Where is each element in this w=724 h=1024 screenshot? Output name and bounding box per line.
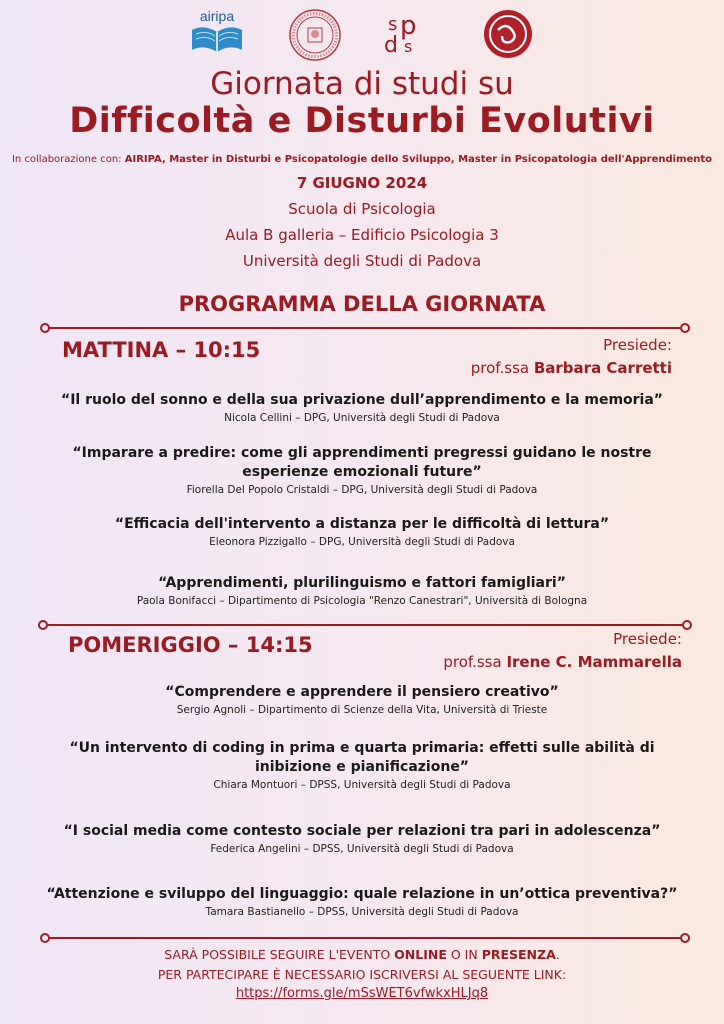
talk-title: “Efficacia dell'intervento a distanza per le difficoltà di lettura” [114,516,610,532]
logo-bar [0,8,724,60]
afternoon-chair [443,630,682,671]
footer-line-1 [0,947,724,962]
morning-session-label: MATTINA – 10:15 [62,338,261,362]
morning-chair-name: Barbara Carretti [533,359,672,377]
divider-afternoon [48,624,682,626]
venue-university: Università degli Studi di Padova [242,252,482,270]
svg-text:p: p [400,11,417,41]
title-line-1: Giornata di studi su [210,66,514,102]
morning-presiede-label: Presiede: [603,336,672,354]
talk-author: Federica Angelini – DPSS, Università degli Studi di Padova [210,843,514,855]
talk-author: Chiara Montuori – DPSS, Università degli Studi di Padova [213,779,511,791]
talk-item [30,822,694,855]
talk-item [30,683,694,716]
emblem-icon [482,8,534,60]
seal-icon [288,8,342,62]
collab-prefix: In collaborazione con: [11,154,125,165]
talk-author: Tamara Bastianello – DPSS, Università degli Studi di Padova [205,906,519,918]
footer-text-c: O IN [446,947,482,962]
program-title: PROGRAMMA DELLA GIORNATA [178,292,546,316]
talk-author: Paola Bonifacci – Dipartimento di Psicologia "Renzo Canestrari", Università di Bologna [136,595,588,607]
footer-text-e: . [555,947,560,962]
morning-chair-prefix: prof.ssa [470,359,534,377]
venue-school: Scuola di Psicologia [288,200,436,218]
dpss-logo [384,8,434,58]
divider-morning [50,327,680,329]
afternoon-chair-prefix: prof.ssa [443,653,507,671]
talk-item [30,444,694,496]
footer-online: ONLINE [394,947,447,962]
talk-author: Nicola Cellini – DPG, Università degli Studi di Padova [224,412,500,424]
divider-footer [50,937,680,939]
morning-chair [471,336,672,377]
talk-title: “Imparare a predire: come gli apprendimenti pregressi guidano le nostre esperienze emozionali future” [72,445,652,480]
university-seal-logo [288,8,342,62]
talk-author: Fiorella Del Popolo Cristaldi – DPG, Università degli Studi di Padova [186,484,538,496]
footer-line-2: PER PARTECIPARE È NECESSARIO ISCRIVERSI AL SEGUENTE LINK: [157,967,567,982]
talk-item [30,739,694,791]
airipa-logo-text: airipa [199,8,235,24]
talk-author: Eleonora Pizzigallo – DPG, Università degli Studi di Padova [209,536,515,548]
round-emblem-logo [482,8,534,60]
talk-title: “Comprendere e apprendere il pensiero creativo” [165,684,559,700]
talk-item [30,885,694,918]
venue-room: Aula B galleria – Edificio Psicologia 3 [225,226,499,244]
talk-author: Sergio Agnoli – Dipartimento di Scienze della Vita, Università di Trieste [176,704,548,716]
afternoon-presiede-label: Presiede: [613,630,682,648]
event-date: 7 GIUGNO 2024 [296,174,428,192]
collab-names: AIRIPA, Master in Disturbi e Psicopatologie dello Sviluppo, Master in Psicopatologia dell'Apprendimento [124,154,713,165]
afternoon-chair-name: Irene C. Mammarella [506,653,682,671]
registration-link[interactable]: https://forms.gle/mSsWET6vfwkxHLJq8 [235,986,489,1001]
footer-text-a: SARÀ POSSIBILE SEGUIRE L'EVENTO [164,947,395,962]
svg-text:s: s [388,14,398,35]
talk-title: “Il ruolo del sonno e della sua privazione dull’apprendimento e la memoria” [61,392,663,408]
dpss-logo-mark [384,8,434,58]
collaboration-line [0,154,724,165]
main-title: Difficoltà e Disturbi Evolutivi [69,101,655,141]
talk-item [30,574,694,607]
talk-item [30,391,694,424]
svg-text:s: s [404,37,413,56]
talk-title: “Attenzione e sviluppo del linguaggio: quale relazione in un’ottica preventiva?” [46,886,678,902]
afternoon-session-label: POMERIGGIO – 14:15 [68,633,313,657]
svg-text:d: d [384,33,398,58]
book-icon [188,24,246,54]
talk-title: “Un intervento di coding in prima e quarta primaria: effetti sulle abilità di inibizione e pianificazione” [69,740,655,775]
footer-presenza: PRESENZA [481,947,556,962]
talk-title: “I social media come contesto sociale per relazioni tra pari in adolescenza” [63,823,661,839]
talk-title: “Apprendimenti, plurilinguismo e fattori famigliari” [158,575,566,591]
talk-item [30,515,694,548]
airipa-logo [188,8,246,56]
